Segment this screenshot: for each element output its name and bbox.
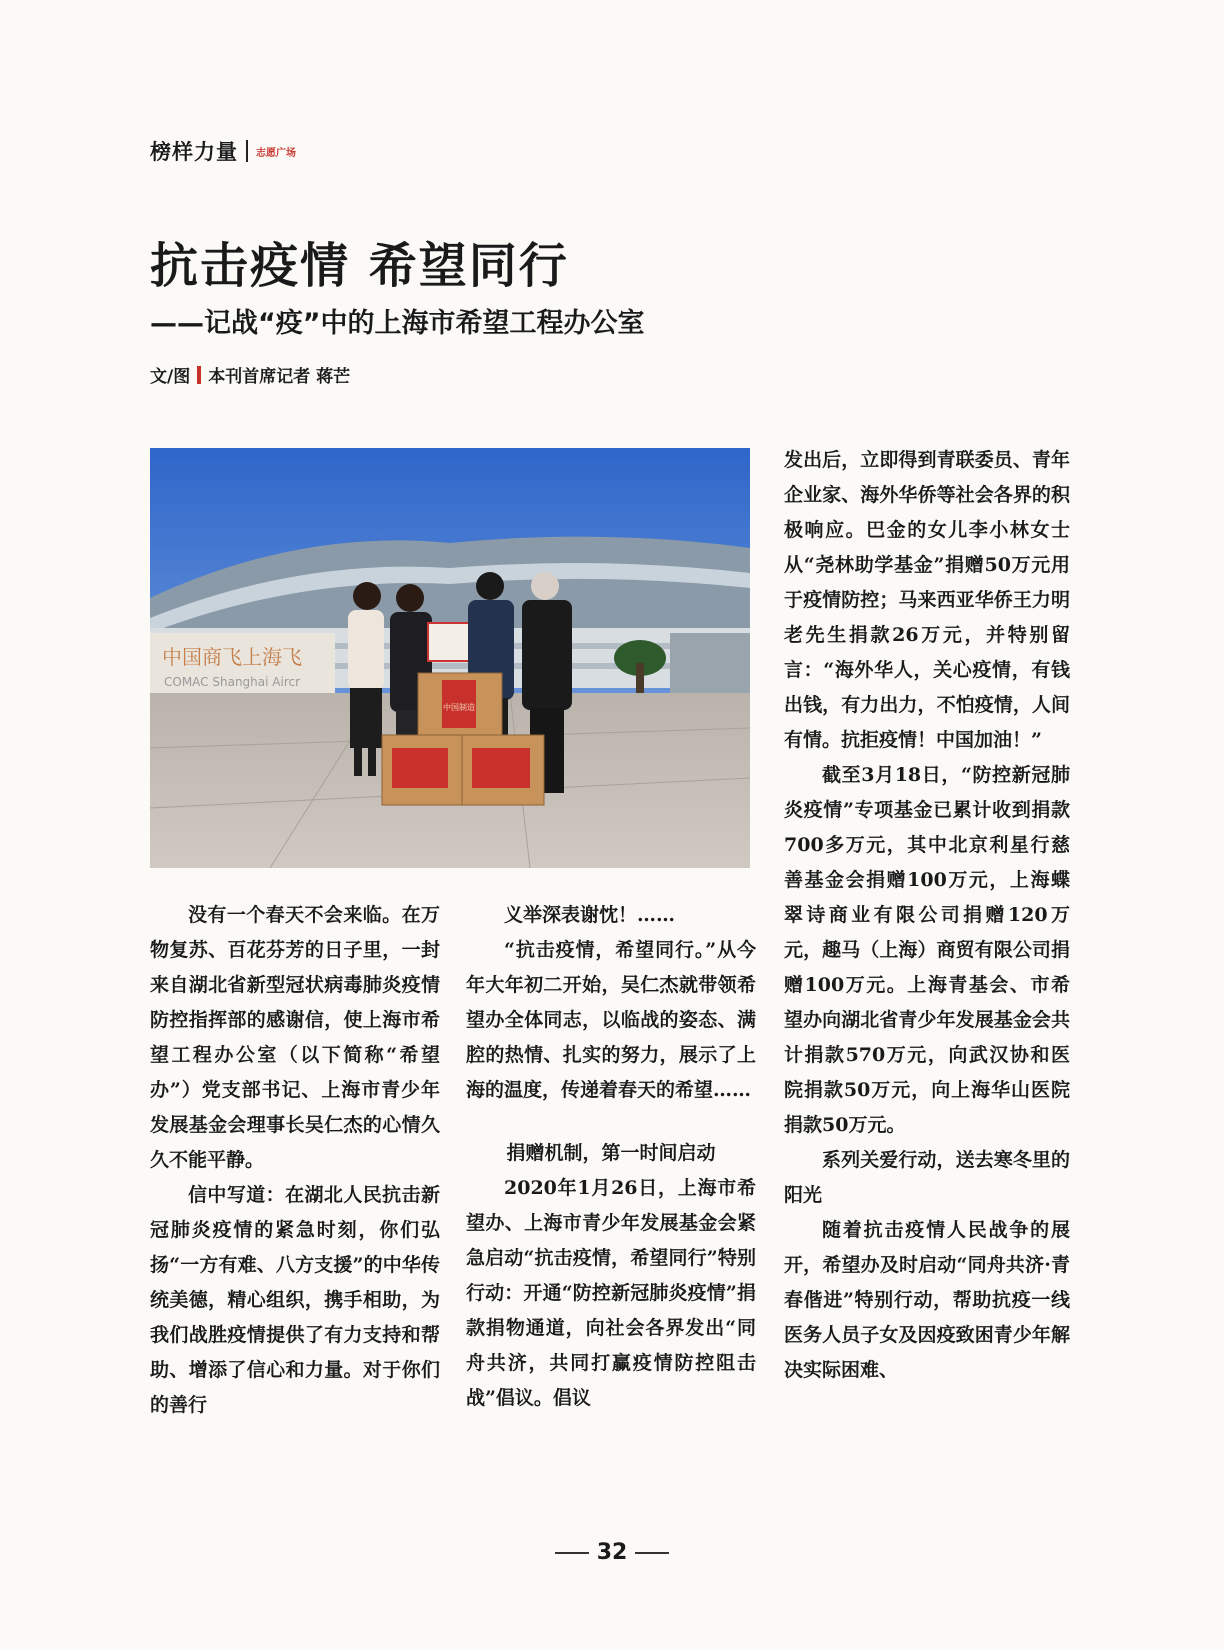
- text-column-2: [466, 898, 756, 1416]
- article-title: 抗击疫情 希望同行: [150, 238, 569, 294]
- sign-chinese-text: 中国商飞上海飞: [162, 645, 302, 669]
- article-subtitle: ——记战“疫”中的上海市希望工程办公室: [150, 308, 645, 339]
- byline-author: 本刊首席记者 蒋芒: [208, 367, 351, 387]
- page-footer: [0, 1540, 1224, 1565]
- section-heading: 捐赠机制，第一时间启动: [506, 1142, 716, 1164]
- footer-dash-left: [555, 1552, 589, 1554]
- paragraph: “抗击疫情，希望同行。”从今年大年初二开始，吴仁杰就带领希望办全体同志，以临战的姿态、满腔的热情、扎实的努力，展示了上海的温度，传递着春天的希望……: [466, 939, 756, 1101]
- text-column-3: [784, 443, 1070, 1388]
- section-name: 榜样力量: [150, 140, 238, 164]
- paragraph: 随着抗击疫情人民战争的展开，希望办及时启动“同舟共济·青春偕进”特别行动，帮助抗疫一线医务人员子女及因疫致困青少年解决实际困难、: [784, 1219, 1070, 1381]
- byline-label: 文/图: [150, 367, 191, 387]
- byline: [150, 362, 350, 387]
- text-column-1: [150, 898, 440, 1423]
- paragraph: 发出后，立即得到青联委员、青年企业家、海外华侨等社会各界的积极响应。巴金的女儿李小林女士从“尧林助学基金”捐赠50万元用于疫情防控；马来西亚华侨王力明老先生捐款26万元，并特别留言：“海外华人，关心疫情，有钱出钱，有力出力，不怕疫情，人间有情。抗拒疫情！中国加油！”: [784, 449, 1070, 751]
- footer-dash-right: [635, 1552, 669, 1554]
- paragraph: 义举深表谢忱！……: [504, 904, 676, 926]
- paragraph: 截至3月18日，“防控新冠肺炎疫情”专项基金已累计收到捐款700多万元，其中北京利星行慈善基金会捐赠100万元，上海蝶翠诗商业有限公司捐赠120万元，趣马（上海）商贸有限公司捐赠100万元。上海青基会、市希望办向湖北省青少年发展基金会共计捐款570万元，向武汉协和医院捐款50万元，向上海华山医院捐款50万元。: [784, 764, 1070, 1136]
- article-photo: [150, 448, 750, 868]
- paragraph: 没有一个春天不会来临。在万物复苏、百花芬芳的日子里，一封来自湖北省新型冠状病毒肺炎疫情防控指挥部的感谢信，使上海市希望工程办公室（以下简称“希望办”）党支部书记、上海市青少年发展基金会理事长吴仁杰的心情久久不能平静。: [150, 904, 440, 1171]
- section-header: [150, 136, 296, 166]
- paragraph: 2020年1月26日，上海市希望办、上海市青少年发展基金会紧急启动“抗击疫情，希望同行”特别行动：开通“防控新冠肺炎疫情”捐款捐物通道，向社会各界发出“同舟共济，共同打赢疫情防控阻击战”倡议。倡议: [466, 1177, 756, 1409]
- header-divider: [246, 140, 248, 162]
- page-number: 32: [596, 1540, 628, 1565]
- box-label-text: 中国制造: [443, 703, 475, 712]
- paragraph: 信中写道：在湖北人民抗击新冠肺炎疫情的紧急时刻，你们弘扬“一方有难、八方支援”的中华传统美德，精心组织，携手相助，为我们战胜疫情提供了有力支持和帮助、增添了信心和力量。对于你们的善行: [150, 1184, 440, 1416]
- section-heading: 系列关爱行动，送去寒冬里的阳光: [784, 1149, 1070, 1206]
- byline-divider: [197, 366, 201, 384]
- sign-english-text: COMAC Shanghai Aircr: [164, 675, 301, 689]
- section-subcategory: 志愿广场: [256, 147, 296, 159]
